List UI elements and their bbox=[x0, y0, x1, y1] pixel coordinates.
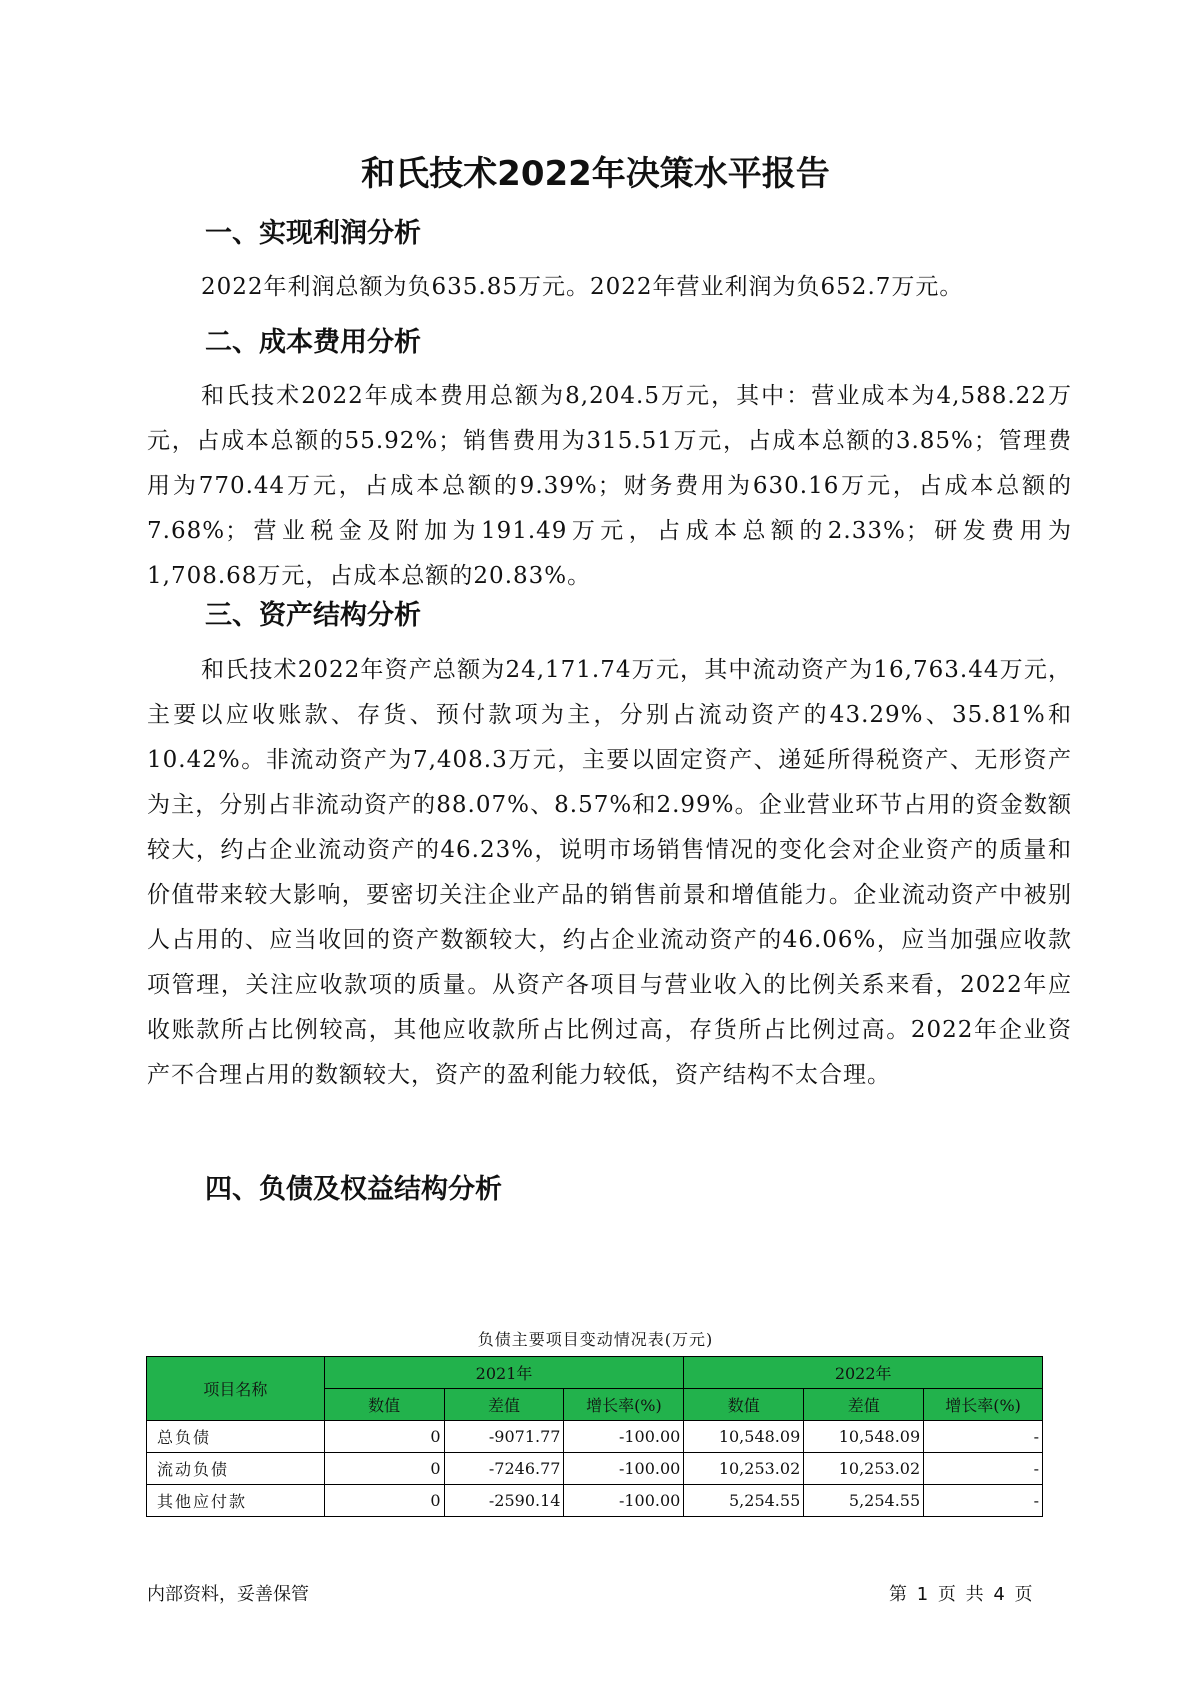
cell: 0 bbox=[324, 1421, 444, 1453]
section-heading-cost: 二、成本费用分析 bbox=[205, 327, 421, 358]
header-year-2021: 2021年 bbox=[324, 1357, 684, 1389]
cell: 10,253.02 bbox=[804, 1453, 924, 1485]
cell: - bbox=[924, 1485, 1043, 1517]
header-growth: 增长率(%) bbox=[564, 1389, 684, 1421]
cell: -9071.77 bbox=[444, 1421, 564, 1453]
section-heading-assets: 三、资产结构分析 bbox=[205, 600, 421, 631]
cell: 10,548.09 bbox=[684, 1421, 804, 1453]
header-diff: 差值 bbox=[444, 1389, 564, 1421]
footer-confidential-note: 内部资料，妥善保管 bbox=[147, 1584, 309, 1605]
row-name: 流动负债 bbox=[147, 1453, 325, 1485]
cell: -2590.14 bbox=[444, 1485, 564, 1517]
table-row bbox=[147, 1485, 1043, 1517]
section-text-profit: 2022年利润总额为负635.85万元。2022年营业利润为负652.7万元。 bbox=[201, 274, 964, 300]
cell: 0 bbox=[324, 1453, 444, 1485]
header-item-name: 项目名称 bbox=[147, 1357, 325, 1421]
cell: -100.00 bbox=[564, 1421, 684, 1453]
header-diff: 差值 bbox=[804, 1389, 924, 1421]
cell: 10,253.02 bbox=[684, 1453, 804, 1485]
cell: - bbox=[924, 1421, 1043, 1453]
section-heading-profit: 一、实现利润分析 bbox=[205, 218, 421, 249]
liabilities-table bbox=[146, 1356, 1043, 1517]
table-row bbox=[147, 1453, 1043, 1485]
section-heading-liabilities: 四、负债及权益结构分析 bbox=[205, 1174, 502, 1205]
cell: -7246.77 bbox=[444, 1453, 564, 1485]
cell: - bbox=[924, 1453, 1043, 1485]
footer-page-number: 第 1 页 共 4 页 bbox=[889, 1584, 1033, 1605]
cell: -100.00 bbox=[564, 1453, 684, 1485]
cell: 0 bbox=[324, 1485, 444, 1517]
cell: 5,254.55 bbox=[684, 1485, 804, 1517]
section-text-cost: 和氏技术2022年成本费用总额为8,204.5万元，其中：营业成本为4,588.22万元，占成本总额的55.92%；销售费用为315.51万元，占成本总额的3.85%；管理费用为770.44万元，占成本总额的9.39%；财务费用为630.16万元，占成本总额的7.68%；营业税金及附加为191.49万元，占成本总额的2.33%；研发费用为1,708.68万元，占成本总额的20.83%。 bbox=[147, 383, 1072, 589]
table-row bbox=[147, 1421, 1043, 1453]
header-year-2022: 2022年 bbox=[684, 1357, 1043, 1389]
report-title: 和氏技术2022年决策水平报告 bbox=[361, 154, 830, 194]
section-text-assets: 和氏技术2022年资产总额为24,171.74万元，其中流动资产为16,763.44万元，主要以应收账款、存货、预付款项为主，分别占流动资产的43.29%、35.81%和10.42%。非流动资产为7,408.3万元，主要以固定资产、递延所得税资产、无形资产为主，分别占非流动资产的88.07%、8.57%和2.99%。企业营业环节占用的资金数额较大，约占企业流动资产的46.23%，说明市场销售情况的变化会对企业资产的质量和价值带来较大影响，要密切关注企业产品的销售前景和增值能力。企业流动资产中被别人占用的、应当收回的资产数额较大，约占企业流动资产的46.06%，应当加强应收款项管理，关注应收款项的质量。从资产各项目与营业收入的比例关系来看，2022年应收账款所占比例较高，其他应收款所占比例过高，存货所占比例过高。2022年企业资产不合理占用的数额较大，资产的盈利能力较低，资产结构不太合理。 bbox=[147, 657, 1072, 1088]
header-value: 数值 bbox=[324, 1389, 444, 1421]
cell: 5,254.55 bbox=[804, 1485, 924, 1517]
cell: -100.00 bbox=[564, 1485, 684, 1517]
row-name: 总负债 bbox=[147, 1421, 325, 1453]
cell: 10,548.09 bbox=[804, 1421, 924, 1453]
row-name: 其他应付款 bbox=[147, 1485, 325, 1517]
header-value: 数值 bbox=[684, 1389, 804, 1421]
header-growth: 增长率(%) bbox=[924, 1389, 1043, 1421]
table-caption: 负债主要项目变动情况表(万元) bbox=[477, 1330, 714, 1349]
